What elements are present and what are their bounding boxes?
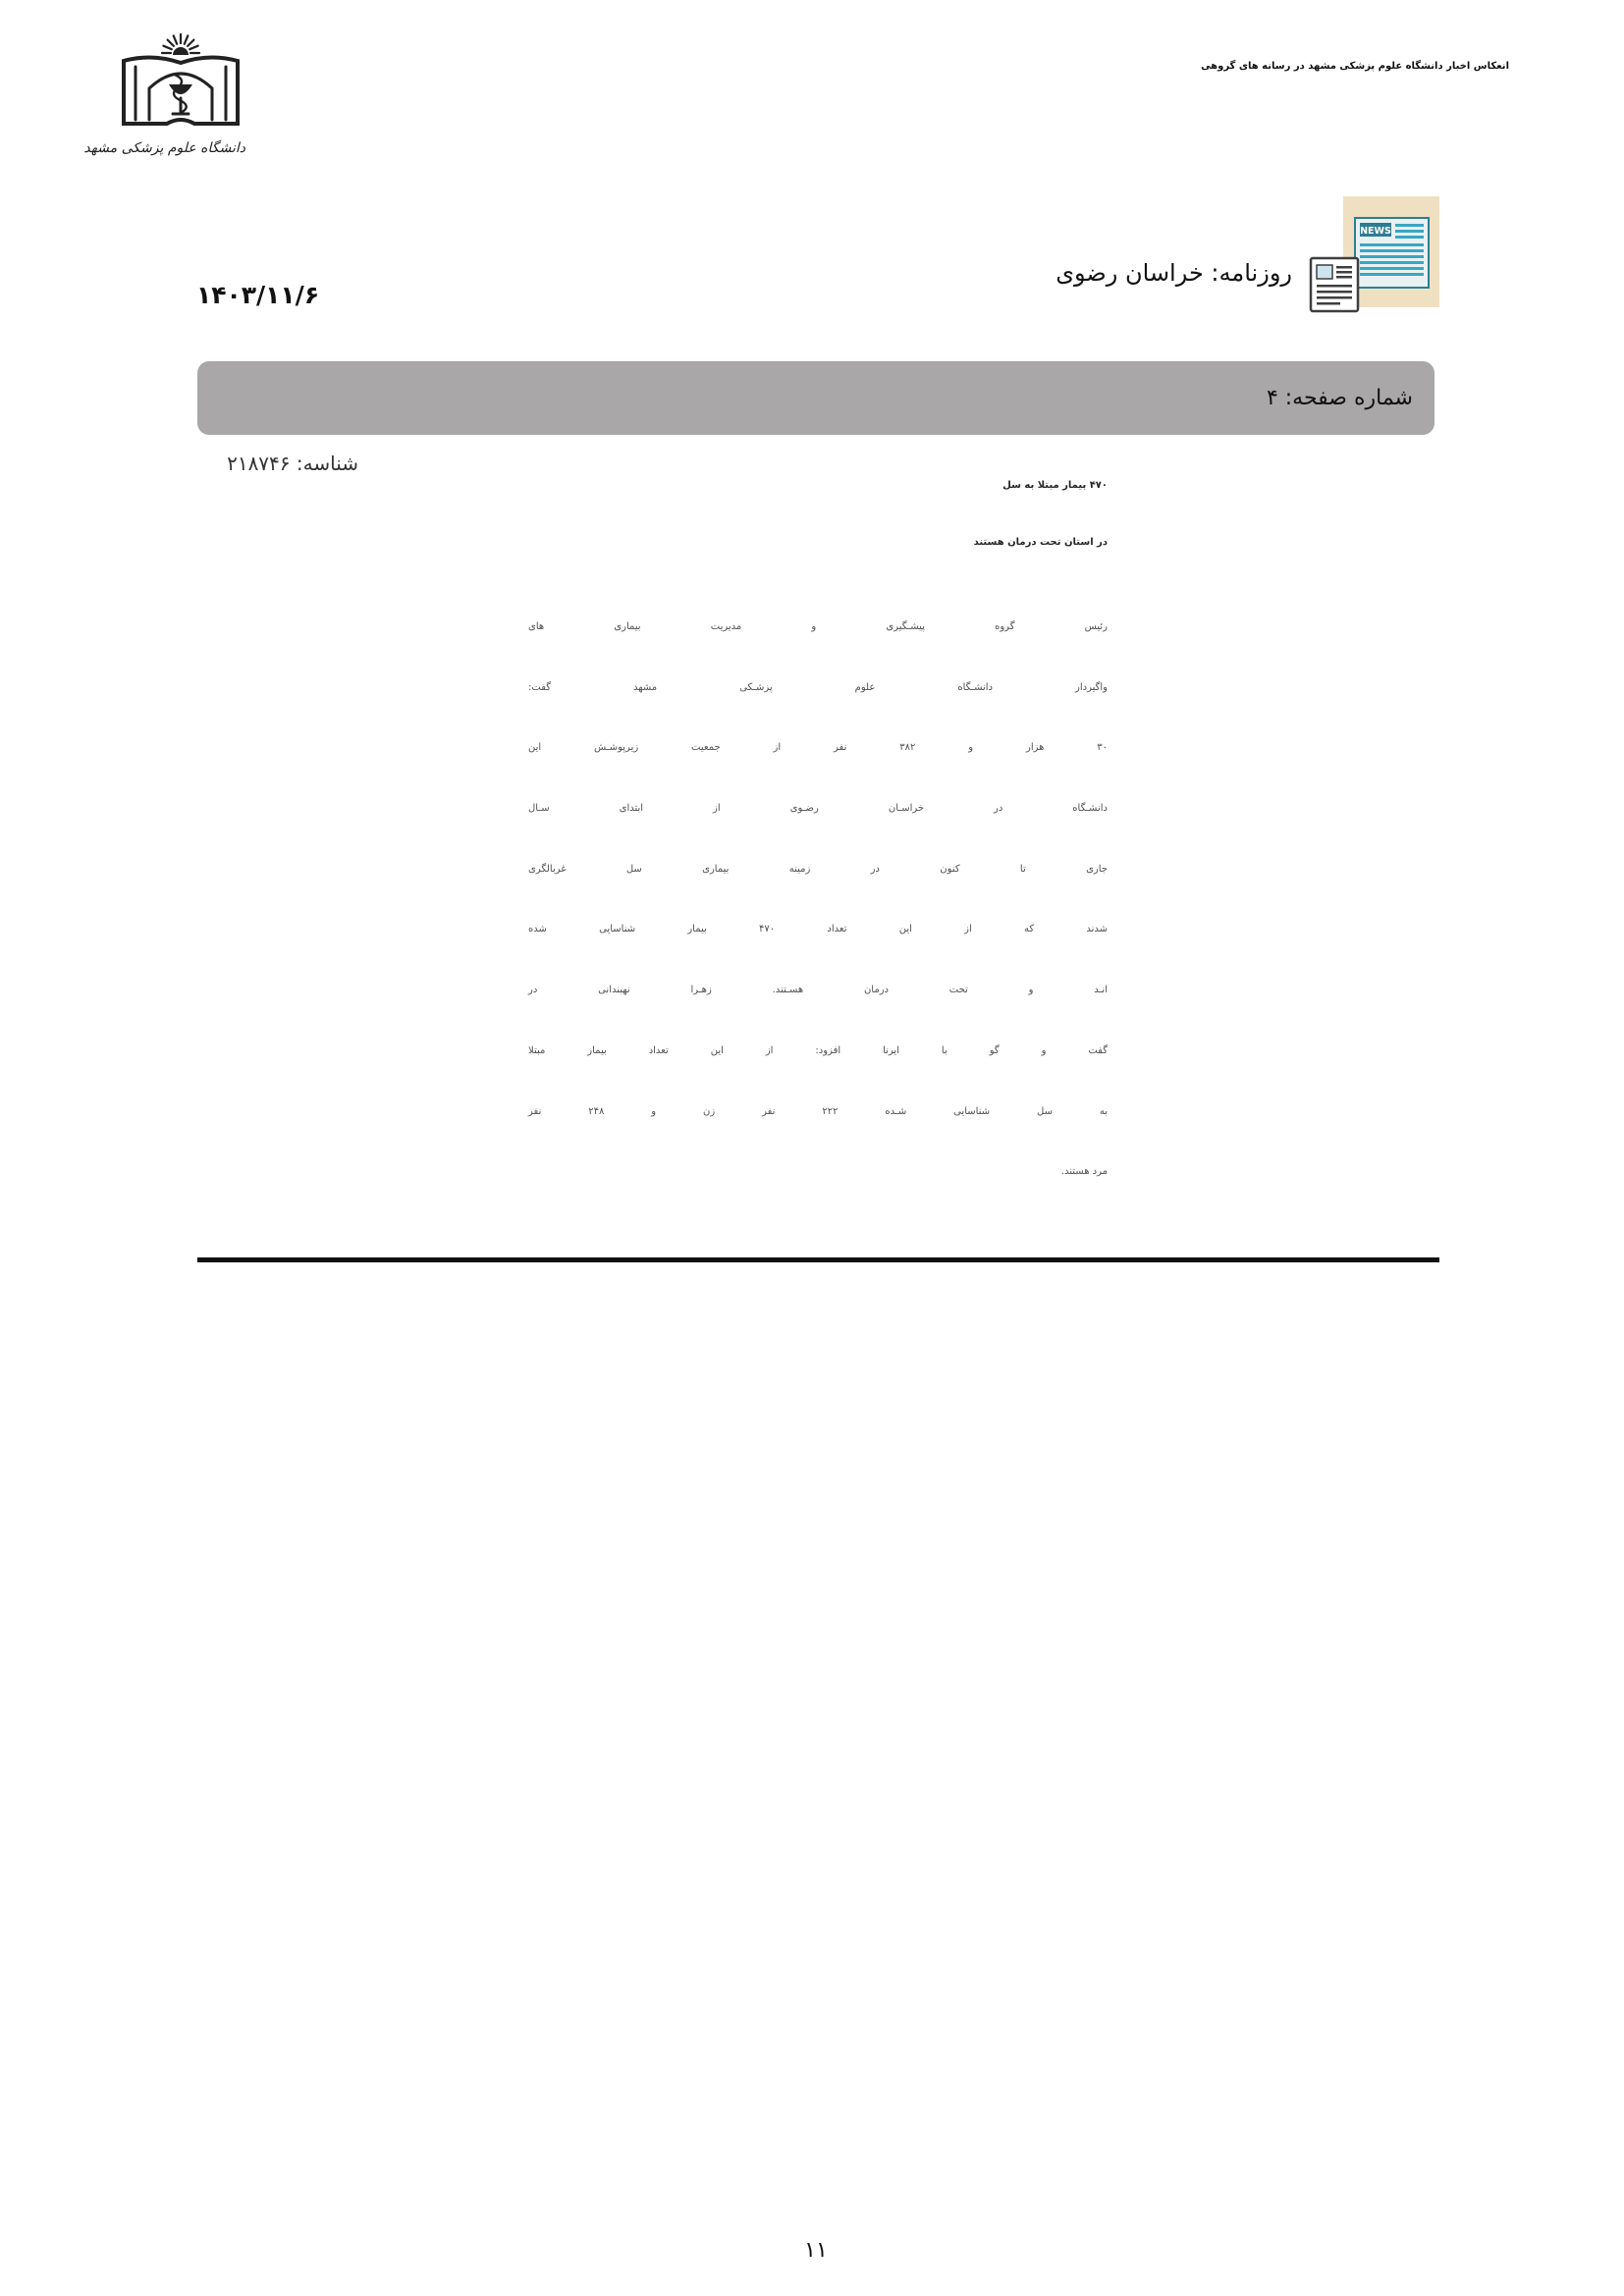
body-line: مرد هستند. — [1060, 1166, 1108, 1178]
newspaper-icon — [1306, 194, 1443, 314]
body-line: ۳۰ هزار و ۳۸۲ نفر از جمعیت زیرپوشـش این — [528, 742, 1109, 754]
document-id-label: شناسه: ۲۱۸۷۴۶ — [227, 452, 358, 475]
body-line: واگیردار دانشـگاه علوم پزشـکی مشهد گفت: — [528, 681, 1108, 693]
page-number-label: شماره صفحه: ۴ — [1266, 386, 1413, 410]
news-icon-label: NEWS — [1360, 226, 1391, 237]
page-number-bar — [197, 361, 1435, 435]
footer-page-number: ۱۱ — [804, 2238, 828, 2263]
publication-date: ۱۴۰۳/۱۱/۶ — [196, 281, 320, 309]
body-line: شدند که از این تعداد ۴۷۰ بیمار شناسایی شده — [528, 924, 1108, 935]
headline-line: ۴۷۰ بیمار مبتلا به سل — [1002, 480, 1108, 491]
body-line: گفت و گو با ایرنا افزود: از این تعداد بیمار مبتلا — [528, 1044, 1108, 1056]
body-line: دانشـگاه در خراسـان رضـوی از ابتدای سـال — [528, 803, 1108, 815]
article-headline — [558, 457, 1108, 571]
page-header-title: انعکاس اخبار دانشگاه علوم پزشکی مشهد در رسانه های گروهی — [1201, 61, 1509, 72]
body-line: جاری تا کنون در زمینه بیماری سل غربالگری — [528, 863, 1108, 875]
newspaper-source-label: روزنامه: خراسان رضوی — [1056, 259, 1292, 287]
headline-line: در استان تحت درمان هستند — [973, 537, 1108, 548]
section-divider — [197, 1257, 1439, 1262]
article-body — [528, 597, 1108, 1202]
body-line: به سل شناسایی شـده ۲۲۲ نفر زن و ۲۴۸ نفر — [528, 1105, 1108, 1117]
body-line: انـد و تحت درمان هسـتند. زهـرا نهبندانی در — [528, 985, 1108, 996]
body-line: رئیس گروه پیشـگیری و مدیریت بیماری های — [528, 621, 1108, 632]
university-logo — [83, 33, 245, 165]
logo-wordmark: دانشگاه علوم پزشکی مشهد — [83, 140, 245, 156]
university-emblem-icon — [116, 33, 245, 137]
